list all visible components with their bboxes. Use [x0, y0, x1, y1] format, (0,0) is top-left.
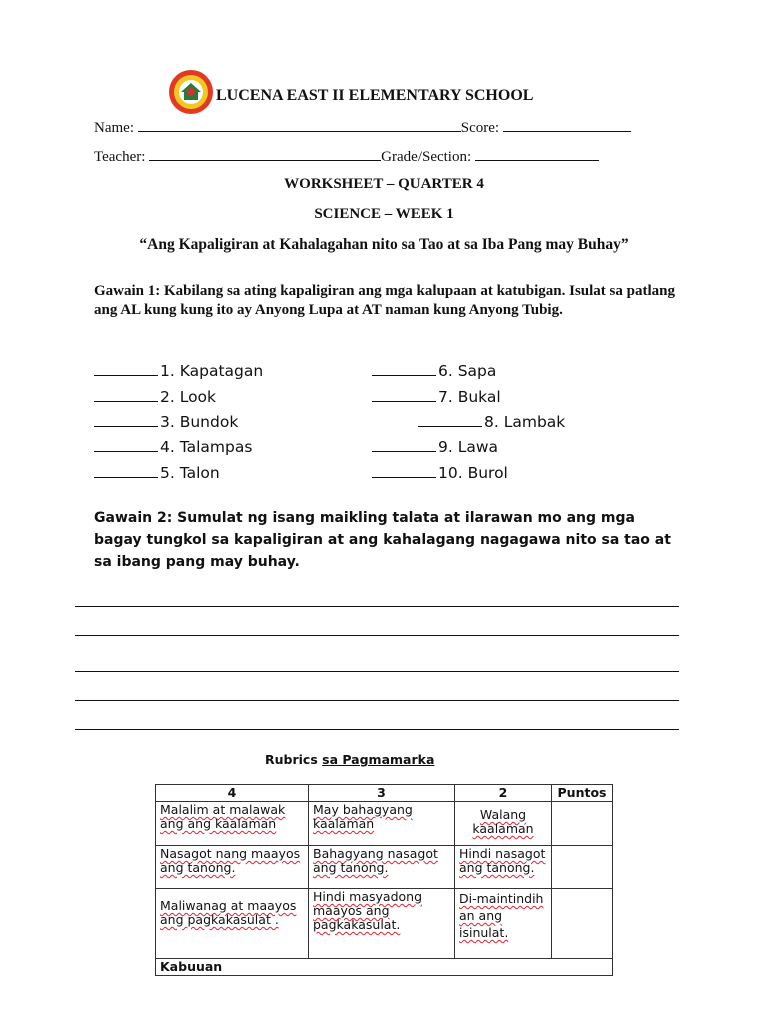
name-blank[interactable] — [138, 119, 461, 132]
name-row — [94, 119, 631, 137]
school-logo — [168, 69, 214, 115]
school-name: LUCENA EAST II ELEMENTARY SCHOOL — [216, 87, 534, 104]
item-label: 8. Lambak — [484, 413, 566, 431]
rubrics-title — [265, 752, 434, 767]
item-label: 7. Bukal — [438, 388, 501, 406]
score-label: Score: — [460, 120, 500, 136]
list-item — [94, 362, 263, 380]
score-blank[interactable] — [503, 119, 631, 132]
table-row — [156, 889, 613, 959]
answer-blank[interactable] — [372, 450, 436, 452]
total-label: Kabuuan — [156, 959, 613, 976]
column-header: 2 — [455, 785, 552, 802]
list-item — [372, 438, 498, 456]
writing-line[interactable] — [75, 729, 679, 730]
list-item — [94, 413, 238, 431]
gawain2-instruction: Gawain 2: Sumulat ng isang maikling talata at ilarawan mo ang mga bagay tungkol sa kapaligiran at ang kahalagang nagagawa nito sa tao at sa ibang pang may buhay. — [94, 510, 671, 570]
table-cell: Maliwanag at maayos ang pagkakasulat . — [156, 889, 309, 959]
table-header-row — [156, 785, 613, 802]
answer-blank[interactable] — [94, 450, 158, 452]
item-label: 5. Talon — [160, 464, 220, 482]
item-label: 3. Bundok — [160, 413, 239, 431]
writing-line[interactable] — [75, 671, 679, 672]
answer-blank[interactable] — [372, 400, 436, 402]
answer-blank[interactable] — [372, 476, 436, 478]
table-cell[interactable] — [552, 802, 613, 846]
table-cell: Bahagyang nasagot ang tanong. — [309, 846, 455, 889]
table-row — [156, 802, 613, 846]
teacher-label: Teacher: — [94, 149, 146, 165]
writing-line[interactable] — [75, 700, 679, 701]
teacher-blank[interactable] — [149, 148, 381, 161]
answer-blank[interactable] — [94, 425, 158, 427]
column-header: 4 — [156, 785, 309, 802]
gawain1-instruction: Gawain 1: Kabilang sa ating kapaligiran ang mga kalupaan at katubigan. Isulat sa patlang ang AL kung kung ito ay Anyong Lupa at AT naman kung Anyong Tubig. — [94, 283, 675, 318]
item-label: 6. Sapa — [438, 362, 497, 380]
list-item — [418, 413, 565, 431]
worksheet-title: WORKSHEET – QUARTER 4 — [284, 176, 484, 192]
column-header: 3 — [309, 785, 455, 802]
table-cell[interactable] — [552, 889, 613, 959]
item-label: 4. Talampas — [160, 438, 253, 456]
list-item — [372, 464, 508, 482]
grade-label: Grade/Section: — [381, 149, 472, 165]
rubrics-table — [155, 784, 613, 976]
rubrics-title-plain: Rubrics — [265, 752, 323, 767]
table-cell: Hindi nasagot ang tanong. — [455, 846, 552, 889]
item-label: 1. Kapatagan — [160, 362, 264, 380]
writing-line[interactable] — [75, 635, 679, 636]
answer-blank[interactable] — [418, 425, 482, 427]
list-item — [94, 464, 220, 482]
week-title: SCIENCE – WEEK 1 — [314, 206, 454, 222]
answer-blank[interactable] — [372, 374, 436, 376]
table-cell: Hindi masyadong maayos ang pagkakasulat. — [309, 889, 455, 959]
writing-line[interactable] — [75, 606, 679, 607]
item-label: 9. Lawa — [438, 438, 499, 456]
table-cell: Malalim at malawak ang ang kaalaman — [156, 802, 309, 846]
item-label: 10. Burol — [438, 464, 508, 482]
teacher-row — [94, 148, 599, 166]
rubrics-title-underlined: sa Pagmamarka — [322, 752, 435, 767]
table-cell: Di-maintindih an ang isinulat. — [455, 889, 552, 959]
table-total-row — [156, 959, 613, 976]
column-header: Puntos — [552, 785, 613, 802]
grade-blank[interactable] — [475, 148, 599, 161]
answer-blank[interactable] — [94, 374, 158, 376]
list-item — [372, 362, 496, 380]
answer-blank[interactable] — [94, 400, 158, 402]
table-cell: May bahagyang kaalaman — [309, 802, 455, 846]
topic-title: “Ang Kapaligiran at Kahalagahan nito sa Tao at sa Iba Pang may Buhay” — [139, 236, 629, 253]
list-item — [372, 388, 501, 406]
list-item — [94, 438, 252, 456]
table-cell: Nasagot nang maayos ang tanong. — [156, 846, 309, 889]
name-label: Name: — [94, 120, 134, 136]
list-item — [94, 388, 216, 406]
table-row — [156, 846, 613, 889]
table-cell: Walang kaalaman — [455, 802, 552, 846]
item-label: 2. Look — [160, 388, 217, 406]
answer-blank[interactable] — [94, 476, 158, 478]
table-cell[interactable] — [552, 846, 613, 889]
